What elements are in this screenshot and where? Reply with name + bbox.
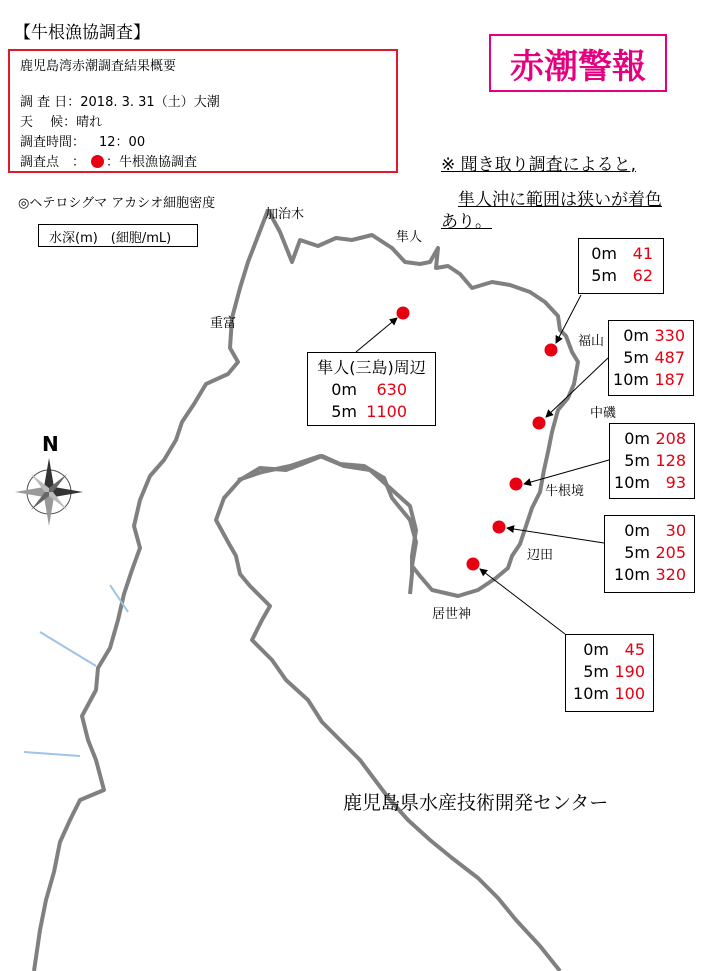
note-line-3-text: あり。 <box>441 212 492 232</box>
note-line-3 <box>441 211 492 233</box>
density-value: 100 <box>614 684 645 703</box>
survey-summary-box <box>8 49 398 173</box>
density-value: 330 <box>654 326 685 345</box>
density-value: 630 <box>376 380 407 399</box>
summary-date <box>20 93 386 113</box>
place-nakaiso: 中磯 <box>590 406 617 421</box>
density-value: 128 <box>655 451 686 470</box>
organization-name: 鹿児島県水産技術開発センター <box>343 792 609 814</box>
page-title: 【牛根漁協調査】 <box>14 23 150 43</box>
time-label: 調査時間： <box>20 135 86 150</box>
survey-point[interactable] <box>545 344 558 357</box>
depth-label: 5m <box>624 543 650 562</box>
depth-label: 5m <box>623 348 649 367</box>
note-line-2 <box>441 189 662 211</box>
survey-point[interactable] <box>510 478 523 491</box>
arrow <box>356 318 397 352</box>
date-value: 2018. 3. 31（土）大潮 <box>80 95 220 110</box>
depth-label: 0m <box>624 429 650 448</box>
note-line-2-text: 隼人沖に範囲は狭いが着色 <box>458 190 662 210</box>
compass-rose <box>15 458 83 526</box>
depth-label: 5m <box>624 451 650 470</box>
river <box>24 752 80 756</box>
weather-label: 天 候： <box>20 115 77 130</box>
station-box-fukuyama[interactable] <box>608 320 694 396</box>
place-fukuyama: 福山 <box>578 334 605 349</box>
date-label: 調 査 日： <box>20 95 81 110</box>
survey-point[interactable] <box>467 558 480 571</box>
summary-heading: 鹿児島湾赤潮調査結果概要 <box>20 59 177 74</box>
river <box>40 632 96 666</box>
red-tide-alert-badge: 赤潮警報 <box>489 34 667 92</box>
density-value: 30 <box>665 521 686 540</box>
density-value: 320 <box>655 565 686 584</box>
station-box-ushinesakai[interactable] <box>609 423 695 499</box>
density-value: 41 <box>632 244 653 263</box>
depth-label: 0m <box>591 244 617 263</box>
depth-label: 5m <box>591 266 617 285</box>
density-value: 205 <box>655 543 686 562</box>
note-line-1-text: ※ 聞き取り調査によると, <box>441 155 637 175</box>
place-koseijin: 居世神 <box>432 607 472 622</box>
depth-label: 10m <box>614 565 650 584</box>
depth-label: 10m <box>573 684 609 703</box>
survey-point-icon <box>91 155 104 168</box>
density-value: 45 <box>624 640 645 659</box>
place-hayato: 隼人 <box>396 230 423 245</box>
place-henda: 辺田 <box>527 548 554 563</box>
summary-point <box>20 153 386 173</box>
point-value: ：牛根漁協調査 <box>106 155 198 170</box>
place-kajiki: 加治木 <box>265 207 305 222</box>
place-shigetomi: 重富 <box>210 316 237 331</box>
density-value: 487 <box>654 348 685 367</box>
depth-label: 10m <box>613 370 649 389</box>
depth-label: 0m <box>624 521 650 540</box>
summary-time <box>20 133 386 153</box>
summary-weather <box>20 113 386 133</box>
coastline <box>216 210 578 971</box>
time-value: 12：00 <box>99 135 146 150</box>
note-line-1 <box>441 154 636 176</box>
depth-label: 0m <box>583 640 609 659</box>
depth-label: 5m <box>583 662 609 681</box>
station-box-koseijin[interactable] <box>565 634 654 712</box>
station-name: 隼人(三島)周辺 <box>317 358 426 377</box>
arrow <box>480 569 565 634</box>
density-value: 62 <box>632 266 653 285</box>
density-value: 190 <box>614 662 645 681</box>
station-box-hayato[interactable] <box>307 352 436 426</box>
legend-title: ◎ヘテロシグマ アカシオ細胞密度 <box>18 196 216 211</box>
point-label: 調査点 ： <box>20 155 86 170</box>
station-box-fukuyama-north[interactable] <box>578 238 664 294</box>
legend-box: 水深(m) (細胞/mL) <box>38 224 198 247</box>
density-value: 93 <box>665 473 686 492</box>
compass-north-label: N <box>42 432 59 456</box>
depth-label: 10m <box>614 473 650 492</box>
station-box-henda[interactable] <box>604 515 695 593</box>
survey-point[interactable] <box>493 521 506 534</box>
weather-value: 晴れ <box>76 115 103 130</box>
depth-label: 0m <box>623 326 649 345</box>
survey-point[interactable] <box>533 417 546 430</box>
depth-label: 5m <box>331 402 357 421</box>
place-ushinesakai: 牛根境 <box>545 484 585 499</box>
survey-point[interactable] <box>397 307 410 320</box>
density-value: 187 <box>654 370 685 389</box>
density-value: 208 <box>655 429 686 448</box>
density-value: 1100 <box>366 402 407 421</box>
depth-label: 0m <box>331 380 357 399</box>
sakurajima-outline <box>238 456 416 594</box>
